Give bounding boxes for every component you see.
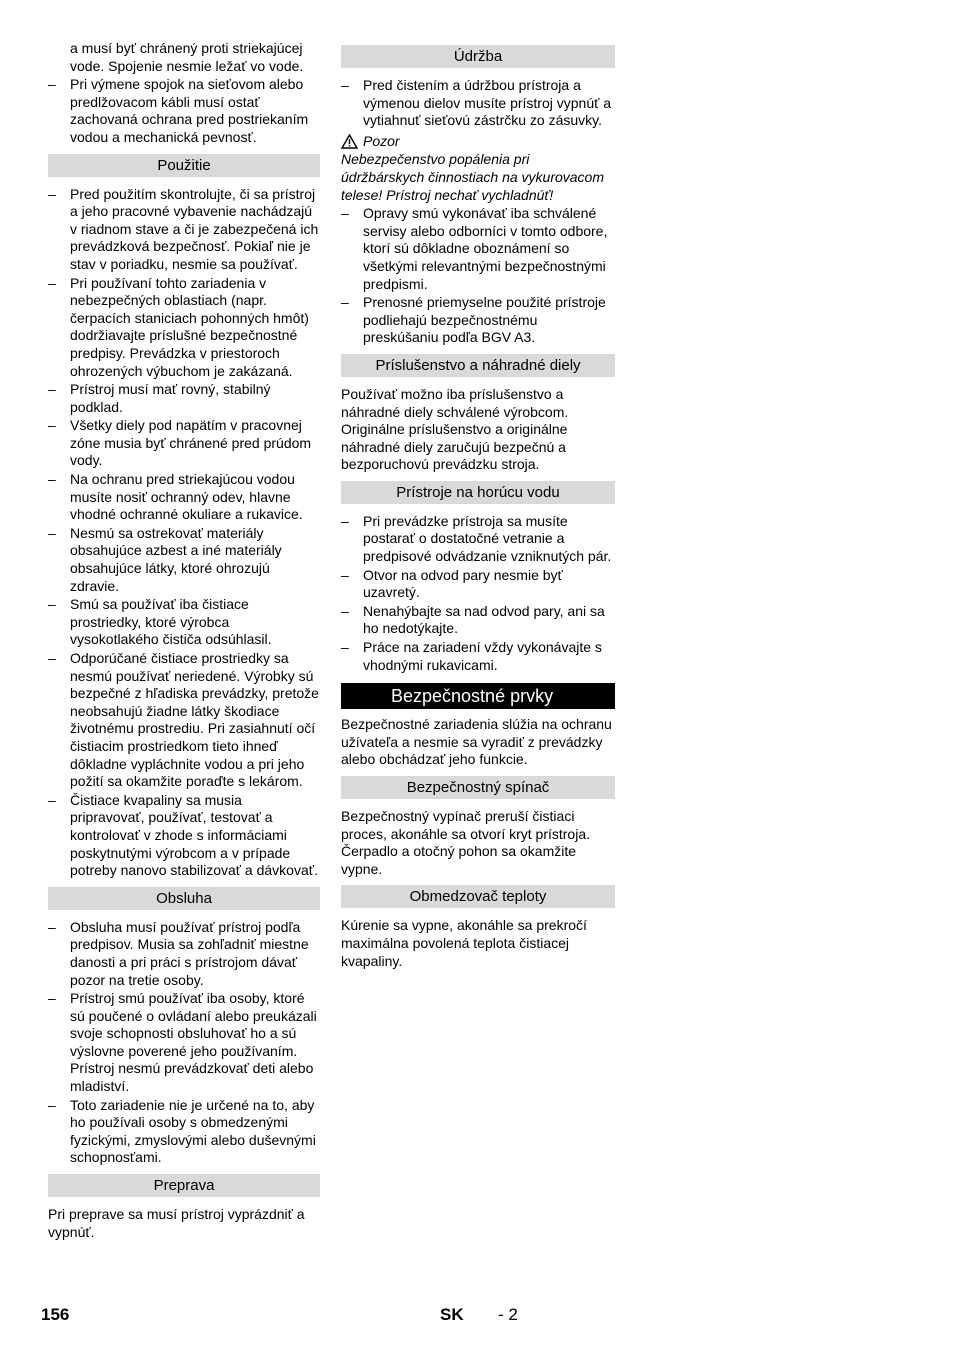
dash-bullet: – <box>341 512 349 529</box>
list-item-text: Pri prevádzke prístroja sa musíte postarať o dostatočné vetranie a predpisové odvádzanie vzniknutých pár. <box>363 512 612 565</box>
list-item <box>48 275 320 381</box>
dash-bullet: – <box>48 417 56 434</box>
obsluha-list <box>48 919 320 1167</box>
list-item <box>341 567 615 602</box>
pouzitie-list <box>48 186 320 880</box>
warning-label-text: Pozor <box>363 132 400 149</box>
dash-bullet: – <box>48 524 56 541</box>
list-item <box>48 919 320 989</box>
list-item-text: Prístroj smú používať iba osoby, ktoré sú poučené o ovládaní alebo preukázali svoje schopnosti obsluhovať ho a sú výslovne poverené jeho používaním. Prístroj nesmú prevádzkovať deti alebo mladiství. <box>70 990 317 1095</box>
list-item-text: Práce na zariadení vždy vykonávajte s vhodnými rukavicami. <box>363 639 602 673</box>
list-item-text: Pred použitím skontrolujte, či sa prístroj a jeho pracovné vybavenie nachádzajú v riadnom stave a či je zabezpečená ich prevádzková bezpečnosť. Pokiaľ nie je stav v poriadku, nesmie sa používať. <box>70 185 319 272</box>
section-heading-horuca-voda: Prístroje na horúcu vodu <box>341 481 615 504</box>
language-code: SK <box>440 1305 464 1324</box>
list-item <box>48 650 320 791</box>
list-item <box>48 471 320 524</box>
warning-triangle-icon <box>341 134 358 149</box>
dash-bullet: – <box>48 185 56 202</box>
dash-bullet: – <box>48 918 56 935</box>
section-heading-obmedzovac: Obmedzovač teploty <box>341 885 615 908</box>
left-column <box>48 40 320 1242</box>
dash-bullet: – <box>341 602 349 619</box>
list-item <box>48 381 320 416</box>
list-item <box>341 205 615 293</box>
list-item-text: Pred čistením a údržbou prístroja a výmenou dielov musíte prístroj vypnúť a vytiahnuť sieťovú zástrčku zo zásuvky. <box>363 77 612 129</box>
list-item-text: Prístroj musí mať rovný, stabilný podklad. <box>70 381 271 415</box>
dash-bullet: – <box>341 205 349 222</box>
dash-bullet: – <box>341 566 349 583</box>
preprava-text: Pri preprave sa musí prístroj vyprázdniť a vypnúť. <box>48 1206 305 1240</box>
list-item <box>341 603 615 638</box>
section-heading-pouzitie: Použitie <box>48 154 320 177</box>
list-item <box>48 1097 320 1167</box>
list-item-text: Smú sa používať iba čistiace prostriedky, ktoré výrobca vysokotlakého čističa odsúhlasil. <box>70 596 272 648</box>
list-item-text: Otvor na odvod pary nesmie byť uzavretý. <box>363 566 563 601</box>
dash-bullet: – <box>48 791 56 808</box>
warning-label <box>341 133 615 151</box>
dash-bullet: – <box>341 639 349 656</box>
list-item-text: Čistiace kvapaliny sa musia pripravovať, používať, testovať a kontrolovať v zhode s informáciami poskytnutými výrobcom a v prípade potreby nanovo stabilizovať a dávkovať. <box>70 791 318 879</box>
list-item <box>341 639 615 674</box>
intro-continuation: a musí byť chránený proti striekajúcej vode. Spojenie nesmie ležať vo vode. <box>70 40 304 74</box>
list-item-text: Nesmú sa ostrekovať materiály obsahujúce azbest a iné materiály obsahujúce látky, ktoré ohrozujú zdravie. <box>70 524 282 594</box>
section-heading-spinac: Bezpečnostný spínač <box>341 776 615 799</box>
dash-bullet: – <box>48 274 56 291</box>
right-column <box>341 40 615 971</box>
list-item <box>341 513 615 566</box>
dash-bullet: – <box>48 1096 56 1113</box>
section-heading-preprava: Preprava <box>48 1174 320 1197</box>
dash-bullet: – <box>341 77 349 93</box>
dash-bullet: – <box>48 990 56 1007</box>
list-item <box>341 294 615 347</box>
dash-bullet: – <box>341 294 349 311</box>
horuca-voda-list <box>341 513 615 674</box>
list-item <box>48 792 320 880</box>
dash-bullet: – <box>48 650 56 666</box>
list-item <box>48 596 320 649</box>
list-item-text: Toto zariadenie nie je určené na to, aby ho používali osoby s obmedzenými fyzickými, zmyslovými alebo duševnými schopnosťami. <box>70 1096 316 1166</box>
list-item <box>48 417 320 470</box>
list-item <box>48 990 320 1096</box>
dash-bullet: – <box>48 381 56 398</box>
section-heading-udrzba: Údržba <box>341 45 615 68</box>
chapter-heading-bezpecnostne-prvky: Bezpečnostné prvky <box>341 683 615 709</box>
list-item-text: Pri používaní tohto zariadenia v nebezpečných oblastiach (napr. čerpacích staniciach pohonných hmôt) dodržiavajte príslušné bezpečnostné predpisy. Prevádzka v priestoroch ohrozených výbuchom je zakázaná. <box>70 274 309 379</box>
warning-text: Nebezpečenstvo popálenia pri údržbárskych činnostiach na vykurovacom telese! Prístroj nechať vychladnúť! <box>341 151 605 203</box>
list-item <box>48 525 320 595</box>
list-item <box>48 76 320 146</box>
list-item-text: Na ochranu pred striekajúcou vodou musíte nosiť ochranný odev, hlavne vhodné ochranné okuliare a rukavice. <box>70 471 303 523</box>
dash-bullet: – <box>48 76 56 93</box>
list-item <box>48 186 320 274</box>
list-item-text: Odporúčané čistiace prostriedky sa nesmú používať neriedené. Výrobky sú bezpečné z hľadiska prevádzky, pretože neobsahujú žiadne látky škodiace životnému prostrediu. Pri zasiahnutí očí čistiacim prostriedkom tieto ihneď dôkladne vypláchnite vodou a pri jeho požití sa okamžite poraďte s lekárom. <box>70 650 319 790</box>
bezpecnostne-prvky-text: Bezpečnostné zariadenia slúžia na ochranu užívateľa a nesmie sa vyradiť z prevádzky alebo obchádzať jeho funkcie. <box>341 716 612 768</box>
list-item-text: Všetky diely pod napätím v pracovnej zóne musia byť chránené pred prúdom vody. <box>70 417 312 469</box>
dash-bullet: – <box>48 471 56 488</box>
list-item-text: Obsluha musí používať prístroj podľa predpisov. Musia sa zohľadniť miestne danosti a pri práci s prístrojom dávať pozor na tretie osoby. <box>70 918 309 988</box>
list-item-text: Pri výmene spojok na sieťovom alebo predlžovacom kábli musí ostať zachovaná ochrana pred postriekaním vodou a mechanická pevnosť. <box>70 76 309 145</box>
section-heading-prislusenstvo: Príslušenstvo a náhradné diely <box>341 354 615 377</box>
list-item <box>341 77 615 130</box>
list-item-text: Opravy smú vykonávať iba schválené servisy alebo odborníci v tomto odbore, ktorí sú dôkladne oboznámení so všetkými relevantnými bezpečnostnými predpismi. <box>363 205 608 292</box>
obmedzovac-text: Kúrenie sa vypne, akonáhle sa prekročí maximálna povolená teplota čistiacej kvapaliny. <box>341 917 587 969</box>
dash-bullet: – <box>48 596 56 613</box>
spinac-text: Bezpečnostný vypínač preruší čistiaci proces, akonáhle sa otvorí kryt prístroja. Čerpadlo a otočný pohon sa okamžite vypne. <box>341 808 590 877</box>
list-item-text: Nenahýbajte sa nad odvod pary, ani sa ho nedotýkajte. <box>363 602 605 637</box>
prislusenstvo-text: Používať možno iba príslušenstvo a náhradné diely schválené výrobcom. Originálne príslušenstvo a originálne náhradné diely zaručujú bezpečnú a bezporuchovú prevádzku stroja. <box>341 385 569 473</box>
section-heading-obsluha: Obsluha <box>48 887 320 910</box>
list-item-text: Prenosné priemyselne použité prístroje podliehajú bezpečnostnému preskúšaniu podľa BGV A3. <box>363 294 606 346</box>
page-number: 156 <box>41 1305 70 1324</box>
section-number: - 2 <box>498 1305 518 1324</box>
